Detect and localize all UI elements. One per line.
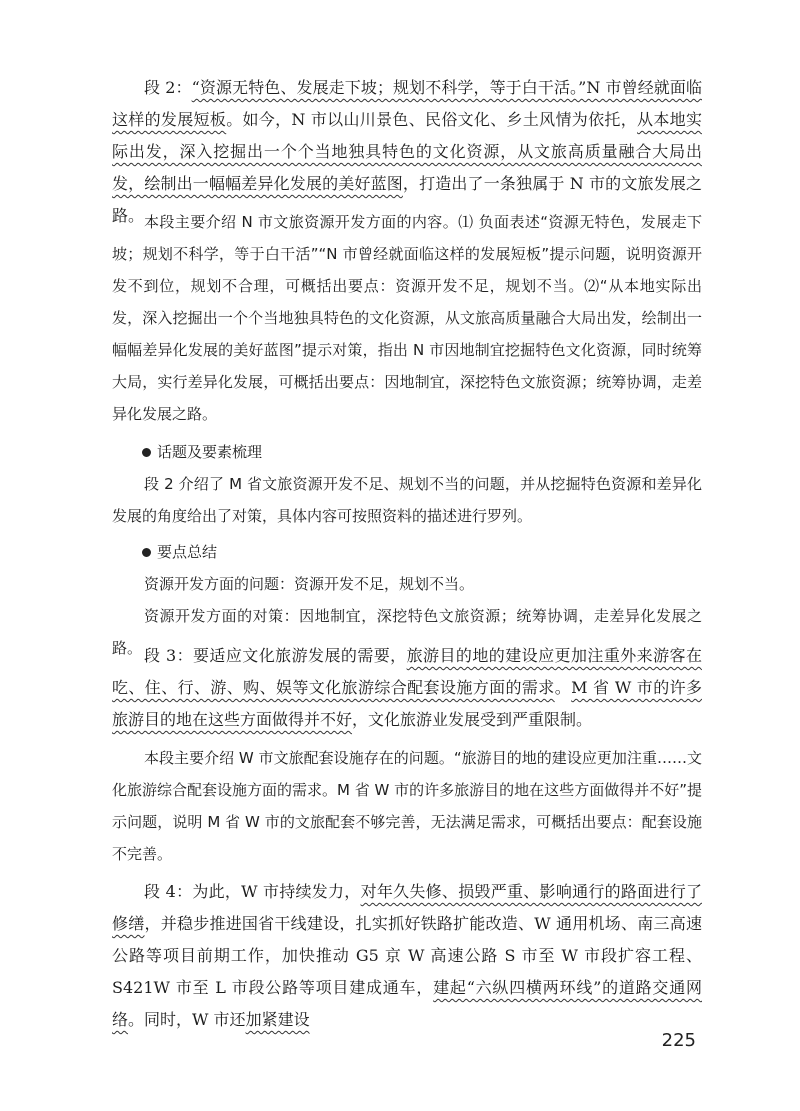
text-segment: 段 4：为此，W 市持续发力， (144, 882, 361, 901)
analysis-paragraph-2: 本段主要介绍 N 市文旅资源开发方面的内容。⑴ 负面表述“资源无特色，发展走下坡；规划不科学，等于白干活”“N 市曾经就面临这样的发展短板”提示问题，说明资源开发不到位，规划不合理，可概括出要点：资源开发不足，规划不当。⑵“从本地实际出发，深入挖掘出一个个当地独具特色的文化资源，从文旅高质量融合大局出发，绘制出一幅幅差异化发展的美好蓝图”提示对策，指出 N 市因地制宜挖掘特色文化资源，同时统筹大局，实行差异化发展，可概括出要点：因地制宜，深挖特色文旅资源；统筹协调，走差异化发展之路。 (112, 213, 702, 423)
bullet-icon (142, 448, 151, 457)
text-segment: ，文化旅游业发展受到严重限制。 (352, 710, 593, 729)
heading-text: 话题及要素梳理 (157, 443, 263, 461)
heading-text: 要点总结 (157, 543, 218, 561)
section-heading-topic (142, 436, 732, 468)
bullet-icon (142, 548, 151, 557)
key-point-problem: 资源开发方面的问题：资源开发不足，规划不当。 (144, 575, 475, 593)
text-segment: 段 3：要适应文化旅游发展的需要， (144, 646, 407, 665)
underlined-phrase: M 省 W 市的许多旅游目的地在这些方面做得并不好 (112, 678, 702, 729)
section-heading-key-points (142, 536, 732, 568)
underlined-phrase: “资源无特色、发展走下坡；规划不科学，等于白干活。”N 市曾经就面临这样的发展短板 (112, 78, 702, 129)
text-segment: ，打造出了一条独属于 N 市的文旅发展之路。 (112, 174, 702, 225)
text-segment: 段 2： (144, 78, 192, 97)
analysis-paragraph-3: 本段主要介绍 W 市文旅配套设施存在的问题。“旅游目的地的建设应更加注重……文化旅游综合配套设施方面的需求。M 省 W 市的许多旅游目的地在这些方面做得并不好”提示问题，说明 M 省 W 市的文旅配套不够完善，无法满足需求，可概括出要点：配套设施不完善。 (112, 749, 702, 863)
source-paragraph-4 (112, 876, 702, 1036)
key-point-solution: 资源开发方面的对策：因地制宜，深挖特色文旅资源；统筹协调，走差异化发展之路。 (112, 607, 702, 657)
underlined-phrase: 建起“六纵四横两环线”的道路交通网络 (112, 978, 702, 1029)
topic-summary-paragraph: 段 2 介绍了 M 省文旅资源开发不足、规划不当的问题，并从挖掘特色资源和差异化发展的角度给出了对策，具体内容可按照资料的描述进行罗列。 (112, 475, 702, 525)
text-segment: 。 (554, 678, 572, 697)
text-segment: 。同时，W 市还 (128, 1010, 246, 1029)
text-segment: 。如今，N 市以山川景色、民俗文化、乡土风情为依托， (226, 110, 638, 129)
underlined-phrase: 加紧建设 (245, 1010, 310, 1029)
page-number: 225 (661, 1030, 696, 1051)
source-paragraph-3 (112, 640, 702, 736)
underlined-phrase: 对年久失修、损毁严重、影响通行的路面进行了修缮 (112, 882, 702, 933)
underlined-phrase: 从本地实际出发，深入挖掘出一个个当地独具特色的文化资源，从文旅高质量融合大局出发，绘制出一幅幅差异化发展的美好蓝图 (112, 110, 702, 193)
underlined-phrase: 旅游目的地的建设应更加注重外来游客在吃、住、行、游、购、娱等文化旅游综合配套设施方面的需求 (112, 646, 702, 697)
text-segment: ，并稳步推进国省干线建设，扎实抓好铁路扩能改造、W 通用机场、南三高速公路等项目前期工作，加快推动 G5 京 W 高速公路 S 市至 W 市段扩容工程、S421W 市至 L 市段公路等项目建成通车， (112, 914, 702, 997)
